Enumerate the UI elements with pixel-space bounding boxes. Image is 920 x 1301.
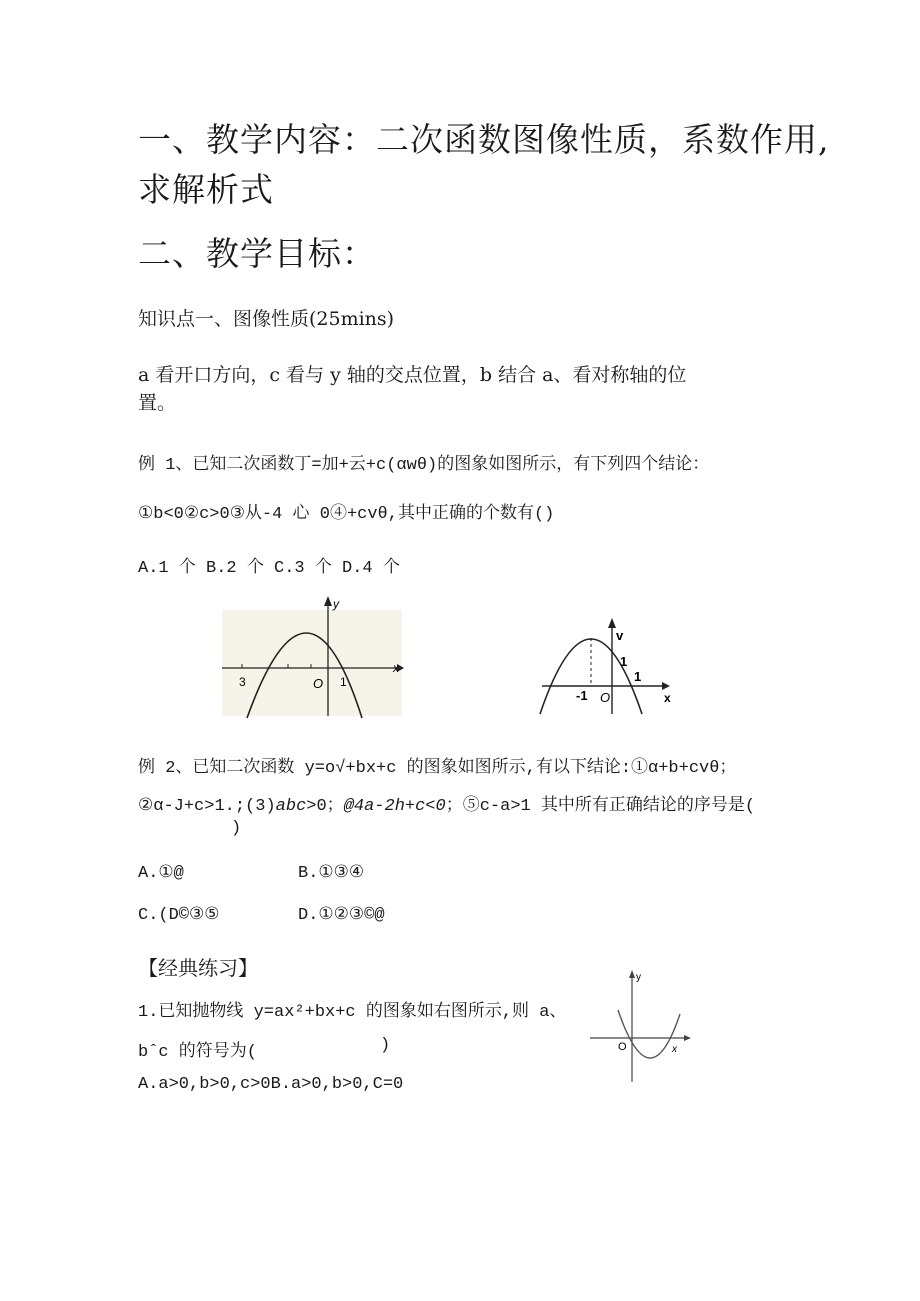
graph-background: [222, 610, 402, 716]
practice-title: 【经典练习】: [138, 956, 258, 980]
example1-conditions: ①b<0②c>0③从-4 心 0④+cvθ,其中正确的个数有(): [138, 505, 555, 524]
y-axis-label: v: [616, 628, 624, 643]
intro-line2: 置。: [138, 392, 177, 414]
section1-title-line2: 求解析式: [138, 170, 274, 209]
example2-line2-part-d: @4a-2h+c<0: [343, 797, 446, 816]
practice-q1-line2-end: ): [380, 1036, 391, 1055]
y-axis-arrow: [324, 596, 332, 606]
origin-label: O: [313, 676, 324, 691]
practice-q1-graph: [588, 964, 698, 1086]
y-axis-arrow: [608, 618, 616, 628]
example2-line2-part-a: ②α-J+c>1.;(3): [138, 797, 276, 816]
practice-q1-line2: bˆc 的符号为(: [138, 1043, 258, 1062]
practice-q1-options: A.a>0,b>0,c>0B.a>0,b>0,C=0: [138, 1075, 404, 1094]
label-1-x: 1: [634, 669, 642, 684]
example2-line2-part-b: abc>: [275, 797, 317, 816]
label-1-y: 1: [620, 654, 628, 669]
parabola-curve: [618, 1010, 680, 1058]
y-axis-label: y: [636, 972, 641, 983]
example2-graph: [538, 614, 678, 718]
example2-line3: ): [231, 819, 242, 838]
y-axis-label: y: [333, 597, 339, 611]
x-label-1: 1: [340, 675, 347, 689]
example1-options: A.1 个 B.2 个 C.3 个 D.4 个: [138, 559, 400, 578]
example2-option-d: D.①②③©@: [298, 906, 385, 925]
x-axis-label: x: [393, 661, 399, 675]
example2-line2-part-c: 0；: [316, 797, 344, 816]
origin-label: O: [600, 690, 611, 705]
section2-title: 二、教学目标：: [138, 234, 376, 273]
example1-stem: 例 1、已知二次函数丁=加+云+c(αwθ)的图象如图所示，有下列四个结论：: [138, 456, 710, 475]
example1-graph: [222, 596, 402, 718]
x-axis-label: x: [672, 1044, 677, 1055]
y-axis-arrow: [629, 970, 635, 978]
practice-q1-line1: 1.已知抛物线 y=ax²+bx+c 的图象如右图所示,则 a、: [138, 1003, 567, 1022]
intro-line1: a 看开口方向，c 看与 y 轴的交点位置，b 结合 a、看对称轴的位: [138, 364, 687, 386]
x-label-3: 3: [239, 675, 246, 689]
section1-title-line1: 一、教学内容：二次函数图像性质，系数作用,: [138, 120, 830, 159]
example2-option-a: A.①@: [138, 864, 184, 883]
x-axis-label: x: [664, 691, 671, 705]
tick-label-neg1: -1: [576, 688, 588, 703]
example2-line2: [138, 790, 755, 816]
x-axis-arrow: [684, 1035, 691, 1041]
origin-label: O: [618, 1041, 627, 1053]
example2-option-c: C.(D©③⑤: [138, 906, 220, 925]
example2-line2-part-e: ；⑤c-a>1 其中所有正确结论的序号是(: [445, 797, 756, 816]
knowledge-point-title: 知识点一、图像性质(25mins): [138, 308, 395, 330]
example2-stem: 例 2、已知二次函数 y=o√+bx+c 的图象如图所示,有以下结论:①α+b+cvθ；: [138, 759, 737, 778]
example2-option-b: B.①③④: [298, 864, 365, 883]
x-axis-arrow: [662, 682, 670, 690]
